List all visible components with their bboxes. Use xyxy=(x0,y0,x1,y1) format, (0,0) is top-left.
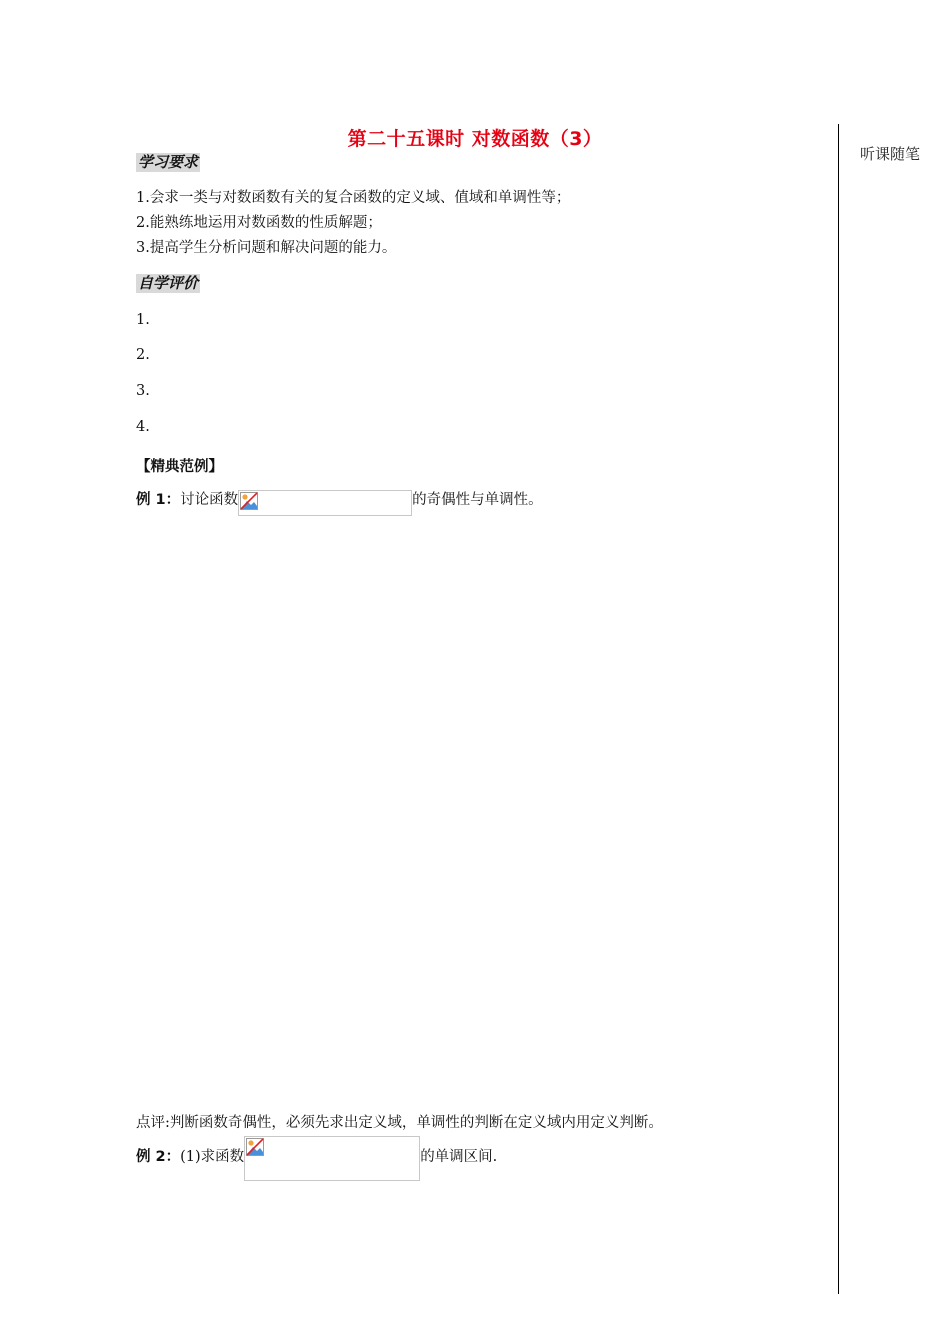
notes-divider xyxy=(838,124,839,1294)
example-2-formula-image xyxy=(244,1136,420,1181)
evaluation-item: 4. xyxy=(136,419,150,435)
side-note-label: 听课随笔 xyxy=(860,145,921,163)
example-2-suffix: 的单调区间. xyxy=(420,1149,498,1165)
requirement-item: 2.能熟练地运用对数函数的性质解题； xyxy=(136,215,382,231)
example-1-formula-image xyxy=(238,490,412,516)
example-1-suffix: 的奇偶性与单调性。 xyxy=(412,492,543,508)
example-2-label: 例 2： xyxy=(136,1149,181,1165)
evaluation-item: 2. xyxy=(136,347,150,363)
evaluation-item: 3. xyxy=(136,383,150,399)
examples-heading: 【精典范例】 xyxy=(136,459,223,475)
example-2 xyxy=(136,1147,497,1181)
example-1-prefix: 讨论函数 xyxy=(180,492,239,508)
example-1-comment: 点评:判断函数奇偶性，必须先求出定义域，单调性的判断在定义域内用定义判断。 xyxy=(136,1115,663,1131)
example-1 xyxy=(136,490,543,516)
section-heading-self-evaluation: 自学评价 xyxy=(138,274,199,292)
example-2-prefix: (1)求函数 xyxy=(180,1149,245,1165)
requirement-item: 3.提高学生分析问题和解决问题的能力。 xyxy=(136,240,397,256)
example-1-label: 例 1： xyxy=(136,492,181,508)
broken-image-icon xyxy=(240,492,258,510)
broken-image-icon xyxy=(246,1138,264,1156)
evaluation-item: 1. xyxy=(136,312,150,328)
requirement-item: 1.会求一类与对数函数有关的复合函数的定义域、值域和单调性等； xyxy=(136,190,571,206)
section-heading-requirements: 学习要求 xyxy=(138,153,199,171)
page-title: 第二十五课时 对数函数（3） xyxy=(347,128,603,150)
